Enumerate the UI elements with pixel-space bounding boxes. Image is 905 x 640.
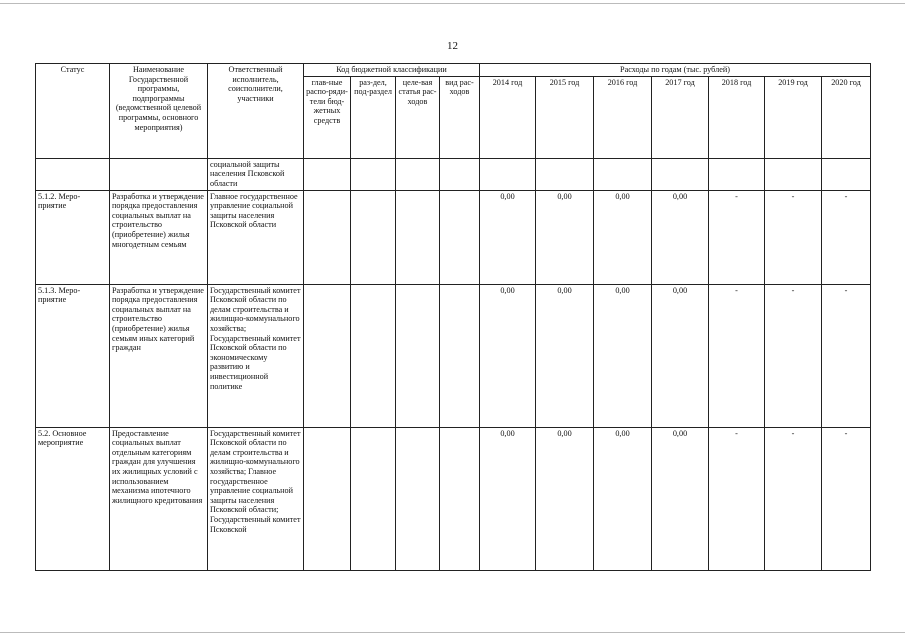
cell-name: Разработка и утверждение порядка предоставления социальных выплат на строительство (приобретение) жилья семьям иных категорий граждан [110, 284, 208, 427]
header-responsible: Ответственный исполнитель, соисполнители, участники [208, 64, 304, 159]
cell-responsible: Государственный комитет Псковской области по делам строительства и жилищно-коммунального хозяйства; Государственный комитет Псковской области по экономическому развитию и инвестиционной политике [208, 284, 304, 427]
cell-value [480, 158, 536, 190]
table-row [36, 284, 871, 427]
cell-name [110, 158, 208, 190]
cell-code [396, 427, 440, 570]
cell-value: - [709, 284, 765, 427]
cell-responsible: социальной защиты населения Псковской области [208, 158, 304, 190]
cell-name: Предоставление социальных выплат отдельным категориям граждан для улучшения их жилищных условий с использованием механизма ипотечного жилищного кредитования [110, 427, 208, 570]
cell-value: - [765, 190, 822, 284]
header-status: Статус [36, 64, 110, 159]
cell-code [304, 158, 351, 190]
cell-value: 0,00 [652, 427, 709, 570]
cell-value: 0,00 [594, 284, 652, 427]
cell-code [351, 190, 396, 284]
cell-value: - [765, 427, 822, 570]
cell-status: 5.1.3. Меро-приятие [36, 284, 110, 427]
cell-code [396, 158, 440, 190]
cell-code [351, 427, 396, 570]
header-code-section: раз-дел, под-раздел [351, 76, 396, 158]
cell-name: Разработка и утверждение порядка предоставления социальных выплат на строительство (приобретение) жилья многодетным семьям [110, 190, 208, 284]
table-row [36, 158, 871, 190]
cell-code [304, 284, 351, 427]
cell-value: 0,00 [536, 190, 594, 284]
cell-code [440, 284, 480, 427]
header-year-2020: 2020 год [822, 76, 871, 158]
header-code-expense-type: вид рас-ходов [440, 76, 480, 158]
cell-value: 0,00 [536, 427, 594, 570]
cell-code [440, 158, 480, 190]
header-name: Наименование Государственной программы, подпрограммы (ведомственной целевой программы, основного мероприятия) [110, 64, 208, 159]
cell-status: 5.1.2. Меро-приятие [36, 190, 110, 284]
header-year-2014: 2014 год [480, 76, 536, 158]
cell-value [765, 158, 822, 190]
cell-value [594, 158, 652, 190]
header-year-2019: 2019 год [765, 76, 822, 158]
cell-code [396, 190, 440, 284]
header-year-2018: 2018 год [709, 76, 765, 158]
cell-code [396, 284, 440, 427]
budget-table [35, 63, 871, 571]
header-year-2016: 2016 год [594, 76, 652, 158]
cell-value [709, 158, 765, 190]
cell-value: 0,00 [480, 284, 536, 427]
cell-responsible: Главное государственное управление социальной защиты населения Псковской области [208, 190, 304, 284]
header-expenses: Расходы по годам (тыс. рублей) [480, 64, 871, 77]
cell-code [351, 158, 396, 190]
cell-value: - [765, 284, 822, 427]
cell-code [440, 190, 480, 284]
cell-value: 0,00 [652, 284, 709, 427]
cell-code [304, 427, 351, 570]
cell-value: - [822, 190, 871, 284]
cell-status: 5.2. Основное мероприятие [36, 427, 110, 570]
page-number: 12 [447, 40, 458, 52]
cell-value: 0,00 [594, 427, 652, 570]
header-code-chief-managers: глав-ные распо-ряди-тели бюд-жетных средств [304, 76, 351, 158]
cell-value: - [822, 427, 871, 570]
cell-value [822, 158, 871, 190]
table-row [36, 190, 871, 284]
cell-value: 0,00 [536, 284, 594, 427]
cell-value: - [709, 190, 765, 284]
table-row [36, 427, 871, 570]
cell-value: 0,00 [480, 190, 536, 284]
header-code-target-item: целе-вая статья рас-ходов [396, 76, 440, 158]
cell-value [652, 158, 709, 190]
cell-value [536, 158, 594, 190]
cell-code [440, 427, 480, 570]
cell-value: - [822, 284, 871, 427]
cell-status [36, 158, 110, 190]
scan-edge-bottom [0, 632, 905, 633]
header-budget-code: Код бюджетной классификации [304, 64, 480, 77]
header-year-2015: 2015 год [536, 76, 594, 158]
cell-code [351, 284, 396, 427]
header-year-2017: 2017 год [652, 76, 709, 158]
cell-value: 0,00 [652, 190, 709, 284]
cell-value: - [709, 427, 765, 570]
cell-responsible: Государственный комитет Псковской области по делам строительства и жилищно-коммунального хозяйства; Главное государственное управление социальной защиты населения Псковской области; Государственный комитет Псковской [208, 427, 304, 570]
cell-code [304, 190, 351, 284]
scan-edge-top [0, 3, 905, 4]
cell-value: 0,00 [480, 427, 536, 570]
cell-value: 0,00 [594, 190, 652, 284]
